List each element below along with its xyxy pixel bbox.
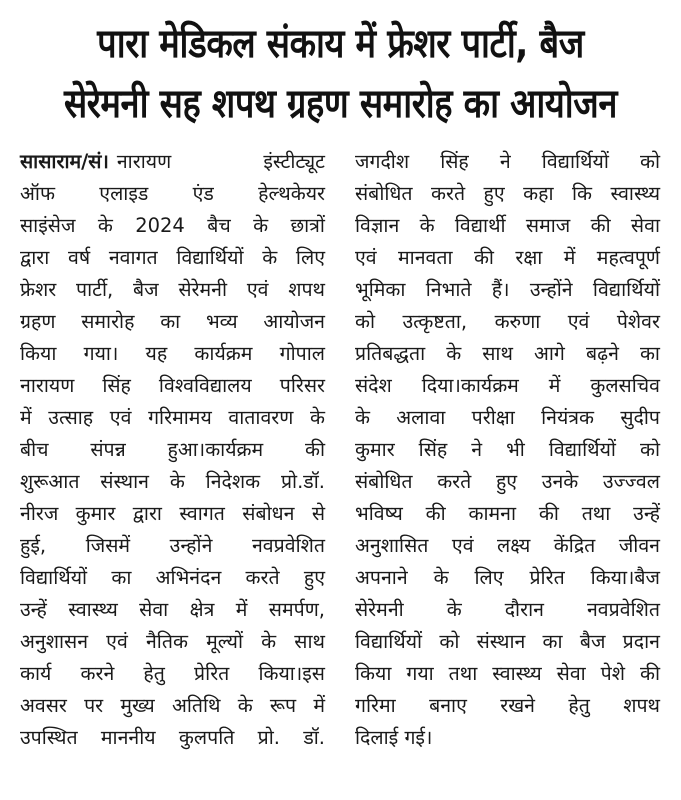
article-line: किया गया। यह कार्यक्रम गोपाल [20, 342, 325, 365]
article-line: ग्रहण समारोह का भव्य आयोजन [20, 310, 325, 333]
article-line: अनुशासन एवं नैतिक मूल्यों के साथ [20, 630, 325, 653]
article-line: कुमार सिंह ने भी विद्यार्थियों को [355, 438, 660, 461]
article-line: अपनाने के लिए प्रेरित किया।बैज [355, 566, 660, 589]
article-line: एवं मानवता की रक्षा में महत्वपूर्ण [355, 246, 660, 269]
headline [0, 14, 681, 134]
article-line: के अलावा परीक्षा नियंत्रक सुदीप [355, 406, 660, 429]
article-line: संबोधित करते हुए उनके उज्ज्वल [355, 470, 660, 493]
article-line: संबोधित करते हुए कहा कि स्वास्थ्य [355, 182, 660, 205]
article-line [20, 146, 325, 178]
article-line: किया गया तथा स्वास्थ्य सेवा पेशे की [355, 662, 660, 685]
article-line: दिलाई गई। [355, 726, 433, 749]
article-line: विज्ञान के विद्यार्थी समाज की सेवा [355, 214, 660, 237]
article-line: जगदीश सिंह ने विद्यार्थियों को [355, 150, 660, 173]
article-line: सेरेमनी के दौरान नवप्रवेशित [355, 598, 660, 621]
article-line: संदेश दिया।कार्यक्रम में कुलसचिव [355, 374, 660, 397]
article-line: हुई, जिसमें उन्होंने नवप्रवेशित [20, 534, 325, 557]
article-line: उन्हें स्वास्थ्य सेवा क्षेत्र में समर्पण, [20, 598, 325, 621]
article-line: ऑफ एलाइड एंड हेल्थकेयर [20, 182, 325, 205]
article-line: विद्यार्थियों को संस्थान का बैज प्रदान [355, 630, 660, 653]
article-line: भूमिका निभाते हैं। उन्होंने विद्यार्थियों [355, 278, 660, 301]
article-line: नारायण सिंह विश्वविद्यालय परिसर [20, 374, 325, 397]
article-line: कार्य करने हेतु प्रेरित किया।इस [20, 662, 325, 685]
article-line: साइंसेज के 2024 बैच के छात्रों [20, 214, 325, 237]
article-line: नीरज कुमार द्वारा स्वागत संबोधन से [20, 502, 325, 525]
article-line: फ्रेशर पार्टी, बैज सेरेमनी एवं शपथ [20, 278, 325, 301]
dateline: सासाराम/सं। [20, 150, 109, 173]
article-line: द्वारा वर्ष नवागत विद्यार्थियों के लिए [20, 246, 325, 269]
headline-line-1: पारा मेडिकल संकाय में फ्रेशर पार्टी, बैज [97, 21, 584, 67]
article-line: विद्यार्थियों का अभिनंदन करते हुए [20, 566, 325, 589]
article-line: शुरूआत संस्थान के निदेशक प्रो.डॉ. [20, 470, 325, 493]
article-line: भविष्य की कामना की तथा उन्हें [355, 502, 660, 525]
article-column-1 [20, 146, 325, 754]
article-line: गरिमा बनाए रखने हेतु शपथ [355, 694, 660, 717]
article-line: को उत्कृष्टता, करुणा एवं पेशेवर [355, 310, 660, 333]
article-line: अवसर पर मुख्य अतिथि के रूप में [20, 694, 325, 717]
article-line: प्रतिबद्धता के साथ आगे बढ़ने का [355, 342, 660, 365]
headline-line-2: सेरेमनी सह शपथ ग्रहण समारोह का आयोजन [63, 81, 618, 127]
article-line: में उत्साह एवं गरिमामय वातावरण के [20, 406, 325, 429]
article-line: अनुशासित एवं लक्ष्य केंद्रित जीवन [355, 534, 660, 557]
article-column-2 [355, 146, 660, 754]
article-line: उपस्थित माननीय कुलपति प्रो. डॉ. [20, 726, 325, 749]
article-line-text: नारायण इंस्टीट्यूट [116, 150, 325, 173]
article-line: बीच संपन्न हुआ।कार्यक्रम की [20, 438, 325, 461]
